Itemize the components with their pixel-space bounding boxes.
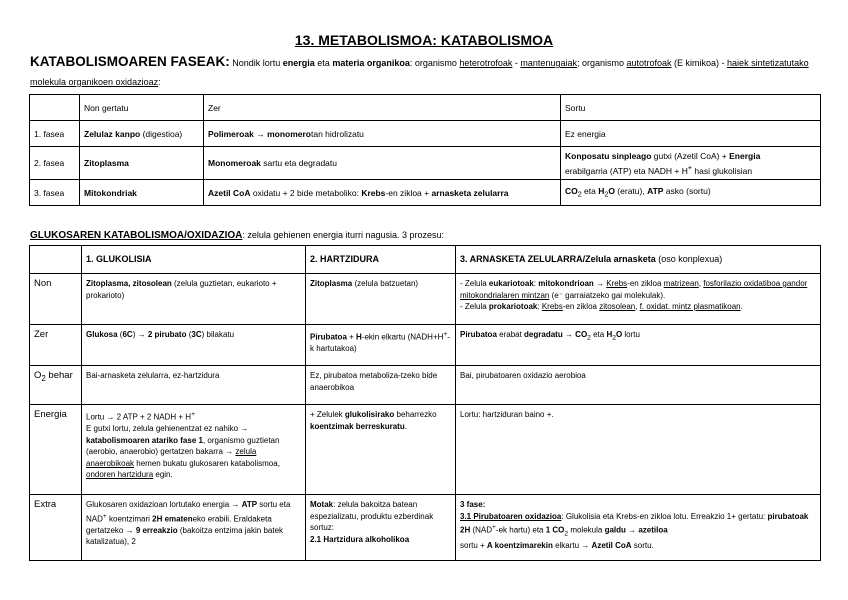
cell-text: eukariotoak	[488, 279, 534, 288]
cell-text: gutxi (Azetil CoA) +	[651, 150, 730, 161]
phase-label: 3. fasea	[30, 180, 80, 206]
table-cell: Lortu: hartziduran baino +.	[456, 405, 821, 495]
cell-text: f. oxidat. mintz plasmatikoan	[639, 302, 741, 311]
table-cell	[306, 325, 456, 366]
cell-text: A koentzimarekin	[486, 540, 553, 550]
cell-text: ) bilakatu	[201, 330, 235, 339]
table-row	[30, 274, 821, 325]
cell-text: ) →	[132, 330, 148, 339]
section-subtitle: : zelula gehienen energia iturri nagusia. 3 prozesu:	[242, 230, 445, 240]
cell-text: monomero	[267, 128, 311, 139]
cell-text: molekula	[568, 525, 605, 535]
cell-text: azetiloa	[638, 525, 668, 535]
intro-text: autotrofoak	[626, 58, 672, 68]
cell-text: tan hidrolizatu	[310, 128, 364, 139]
cell-text: →	[625, 525, 639, 535]
table-cell	[456, 495, 821, 561]
cell-text: ,	[635, 302, 640, 311]
page-title: 13. METABOLISMOA: KATABOLISMOA	[294, 32, 554, 48]
cell-text: 9 erreakzio	[135, 525, 178, 535]
cell-text: sortu +	[460, 540, 487, 550]
cell-text: (zelula batzuetan)	[352, 279, 419, 288]
cell-text: : Glukolisia eta Krebs-en zikloa lotu. Erreakzio 1+ gertatu:	[561, 511, 768, 521]
cell-text: 2H ematen	[152, 514, 193, 524]
cell-text: (oso konplexua)	[655, 253, 723, 264]
cell-text: (	[186, 330, 192, 339]
cell-text: +	[492, 524, 496, 531]
intro-text: ; organismo	[576, 58, 627, 68]
intro-text: eta	[314, 58, 333, 68]
row-label	[30, 366, 82, 405]
cell-text: sortu eta NAD	[86, 500, 291, 524]
header-cell: Sortu	[561, 95, 821, 121]
table-cell	[561, 147, 821, 180]
table-cell	[80, 121, 204, 147]
cell-text: Motak	[310, 500, 334, 509]
cell-text: 3 fase:	[460, 500, 486, 509]
cell-text: Mitokondriak	[84, 187, 137, 198]
header-cell: 1. GLUKOLISIA	[82, 246, 306, 274]
table-cell: Ez, pirubatoa metaboliza-tzeko bide anaerobikoa	[306, 366, 456, 405]
cell-text: zelula anaerobikoak	[86, 447, 257, 468]
cell-text: glukolisirako	[344, 410, 395, 419]
cell-text: sartu eta degradatu	[260, 158, 337, 168]
cell-text: -k hartutakoa)	[310, 332, 450, 354]
cell-text: O	[34, 370, 42, 381]
cell-text: -ek hartu) eta	[495, 525, 546, 535]
cell-text: - Zelula	[460, 279, 489, 288]
table-row	[30, 121, 821, 147]
cell-text: Energia	[729, 150, 761, 161]
cell-text: CO	[575, 330, 588, 339]
phases-table	[29, 94, 821, 206]
intro-text: : organismo	[409, 58, 460, 68]
row-label: Extra	[30, 495, 82, 561]
cell-text: .	[404, 421, 407, 431]
cell-text: degradatu	[524, 330, 563, 339]
table-cell	[561, 180, 821, 206]
header-cell	[456, 246, 821, 274]
cell-text: erabilgarria (ATP) eta NADH + H	[565, 165, 688, 176]
header-cell	[30, 95, 80, 121]
cell-text: O	[615, 330, 623, 339]
cell-text: 3. ARNASKETA ZELULARRA/Zelula arnasketa	[460, 253, 656, 264]
cell-text: ATP	[647, 185, 664, 196]
intro-text: (E kimikoa) -	[671, 58, 728, 68]
table-cell	[306, 405, 456, 495]
cell-text: Lortu → 2 ATP + 2 NADH + H	[86, 412, 192, 422]
cell-text: 3C	[191, 330, 202, 339]
cell-text: Glukosaren oxidazioan lortutako energia →	[86, 500, 242, 509]
cell-text: +	[346, 332, 357, 342]
cell-text: Zitoplasma	[84, 158, 129, 168]
row-label: Zer	[30, 325, 82, 366]
phase-label: 2. fasea	[30, 147, 80, 180]
cell-text: katabolismoaren atariko fase 1	[86, 435, 203, 445]
table-row	[30, 180, 821, 206]
cell-text: -en zikloa	[562, 302, 600, 311]
header-cell	[30, 246, 82, 274]
cell-text: mitokondrioan	[538, 279, 594, 288]
cell-text: asko (sortu)	[663, 185, 711, 196]
table-cell	[82, 274, 306, 325]
cell-text: behar	[45, 370, 73, 381]
cell-text: erabat	[496, 330, 525, 339]
table-cell	[80, 180, 204, 206]
table-row	[30, 405, 821, 495]
cell-text: eko erabili. Eraldaketa gertatzeko →	[86, 514, 272, 535]
cell-text: pirubatoak 2H	[460, 511, 809, 535]
cell-text: :	[533, 279, 539, 288]
table-cell	[204, 147, 561, 180]
table-cell	[204, 180, 561, 206]
intro-heading: KATABOLISMOAREN FASEAK:	[30, 54, 230, 69]
cell-text: Monomeroak	[208, 158, 261, 168]
cell-text: Krebs	[361, 187, 386, 198]
table-cell	[204, 121, 561, 147]
cell-text: Pirubatoa	[310, 332, 347, 342]
cell-text: sortu.	[631, 540, 654, 550]
cell-text: (digestioa)	[140, 128, 183, 139]
cell-text: 2	[564, 530, 569, 538]
cell-text: 2 pirubato	[147, 330, 187, 339]
table-header-row	[30, 95, 821, 121]
cell-text: 6C	[122, 330, 133, 339]
table-cell	[456, 274, 821, 325]
cell-text: lortu	[622, 330, 640, 339]
cell-text: Polimeroak	[208, 128, 254, 139]
cell-text: E gutxi lortu, zelula gehienentzat ez nahiko →	[86, 424, 249, 434]
header-cell: Non gertatu	[80, 95, 204, 121]
cell-text: ,	[698, 279, 704, 288]
cell-text: fosforilazio oxidatiboa gandor mitokondrialaren mintzan	[460, 279, 808, 300]
cell-text: (	[117, 330, 123, 339]
cell-text: ondoren hartzidura	[86, 470, 154, 480]
cell-text: →	[593, 279, 607, 288]
table-cell	[82, 495, 306, 561]
table-cell	[82, 405, 306, 495]
cell-text: : zelula bakoitza batean espezializatu, produktu ezberdinak sortuz:	[310, 500, 434, 532]
cell-text: hemen bukatu glukosaren katabolismoa,	[134, 458, 280, 468]
cell-text: .	[740, 302, 743, 311]
cell-text: →	[253, 128, 268, 139]
cell-text: ATP	[241, 500, 258, 509]
cell-text: +	[687, 163, 693, 172]
intro-text: Nondik lortu	[229, 58, 283, 68]
cell-text: 3.1 Pirubatoaren oxidazioa	[460, 511, 562, 521]
phase-label: 1. fasea	[30, 121, 80, 147]
cell-text: , organismo guztietan (aerobio, anaerobio) gertatzen bakarra →	[86, 435, 280, 457]
intro-text: haiek sintetizatutako molekula organikoen oxidazioaz	[30, 58, 809, 87]
header-cell: Zer	[204, 95, 561, 121]
cell-text: koentzimari	[106, 514, 153, 524]
table-cell: Bai-arnasketa zelularra, ez-hartzidura	[82, 366, 306, 405]
table-row	[30, 495, 821, 561]
cell-text: Konposatu sinpleago	[565, 150, 652, 161]
cell-text: +	[102, 512, 107, 520]
table-cell	[82, 325, 306, 366]
cell-text: H	[356, 332, 362, 342]
cell-text: 2	[612, 334, 616, 342]
cell-text: 2	[587, 334, 591, 342]
table-cell: Ez energia	[561, 121, 821, 147]
intro-text: -	[512, 58, 521, 68]
cell-text: +	[191, 411, 195, 418]
cell-text: egin.	[153, 470, 173, 480]
intro-text: energia	[282, 58, 315, 68]
cell-text: O	[608, 185, 615, 196]
intro-paragraph	[30, 52, 820, 92]
cell-text: Krebs	[541, 302, 563, 311]
cell-text: :	[537, 302, 542, 311]
cell-text: (bakoitza entzima jakin batek katalizatua), 2	[86, 525, 284, 547]
cell-text: -en zikloa +	[385, 187, 432, 198]
table-cell	[306, 495, 456, 561]
cell-text: koentzimak berreskuratu	[310, 421, 405, 431]
cell-text: (zelula guztietan, eukarioto + prokarioto)	[86, 279, 277, 300]
table-row	[30, 366, 821, 405]
cell-text: eta	[590, 330, 607, 339]
cell-text: matrizean	[663, 279, 699, 288]
cell-text: eta	[581, 185, 599, 196]
table-header-row	[30, 246, 821, 274]
cell-text: hasi glukolisian	[692, 165, 753, 176]
cell-text: Pirubatoa	[460, 330, 497, 339]
cell-text: beharrezko	[394, 410, 437, 419]
cell-text: zitosolean	[599, 302, 636, 311]
cell-text: (NAD	[470, 525, 493, 535]
cell-text: Zelulaz kanpo	[84, 128, 141, 139]
cell-text: + Zelulek	[310, 410, 345, 419]
cell-text: elkartu →	[552, 540, 592, 550]
cell-text: prokariotoak	[488, 302, 538, 311]
intro-text: materia organikoa	[332, 58, 410, 68]
cell-text: +	[443, 331, 448, 338]
cell-text: Zitoplasma, zitosolean	[86, 279, 172, 288]
header-cell: 2. HARTZIDURA	[306, 246, 456, 274]
cell-text: 2	[604, 190, 609, 199]
table-cell	[456, 325, 821, 366]
cell-text: (e⁻ garraiatzeko gai molekulak).	[549, 290, 666, 300]
table-cell: Bai, pirubatoaren oxidazio aerobioa	[456, 366, 821, 405]
section-heading	[30, 230, 444, 241]
intro-text: heterotrofoak	[459, 58, 513, 68]
table-cell	[306, 274, 456, 325]
intro-text: mantenugaiak	[520, 58, 577, 68]
glucose-table	[29, 245, 821, 561]
cell-text: -en zikloa	[627, 279, 664, 288]
table-row	[30, 325, 821, 366]
cell-text: H	[598, 185, 605, 196]
cell-text: Glukosa	[86, 330, 118, 339]
row-label: Non	[30, 274, 82, 325]
cell-text: arnasketa zelularra	[431, 187, 509, 198]
cell-text: 2.1 Hartzidura alkoholikoa	[310, 534, 410, 544]
intro-text: :	[158, 77, 161, 87]
cell-text: oxidatu + 2 bide metaboliko:	[250, 187, 362, 198]
cell-text: 2	[41, 373, 46, 383]
table-row	[30, 147, 821, 180]
cell-text: (eratu),	[614, 185, 648, 196]
cell-text: Azetil CoA	[591, 540, 632, 550]
cell-text: galdu	[604, 525, 626, 535]
cell-text: H	[606, 330, 613, 339]
cell-text: 1 CO	[545, 525, 565, 535]
cell-text: - Zelula	[460, 302, 489, 311]
cell-text: 2	[577, 190, 582, 199]
cell-text: CO	[565, 185, 578, 196]
table-cell	[80, 147, 204, 180]
section-title: GLUKOSAREN KATABOLISMOA/OXIDAZIOA	[30, 230, 243, 241]
cell-text: Krebs	[606, 279, 628, 288]
row-label: Energia	[30, 405, 82, 495]
cell-text: -ekin elkartu (NADH+H	[361, 332, 444, 342]
cell-text: →	[562, 330, 576, 339]
cell-text: Zitoplasma	[310, 279, 353, 288]
cell-text: Azetil CoA	[208, 187, 251, 198]
